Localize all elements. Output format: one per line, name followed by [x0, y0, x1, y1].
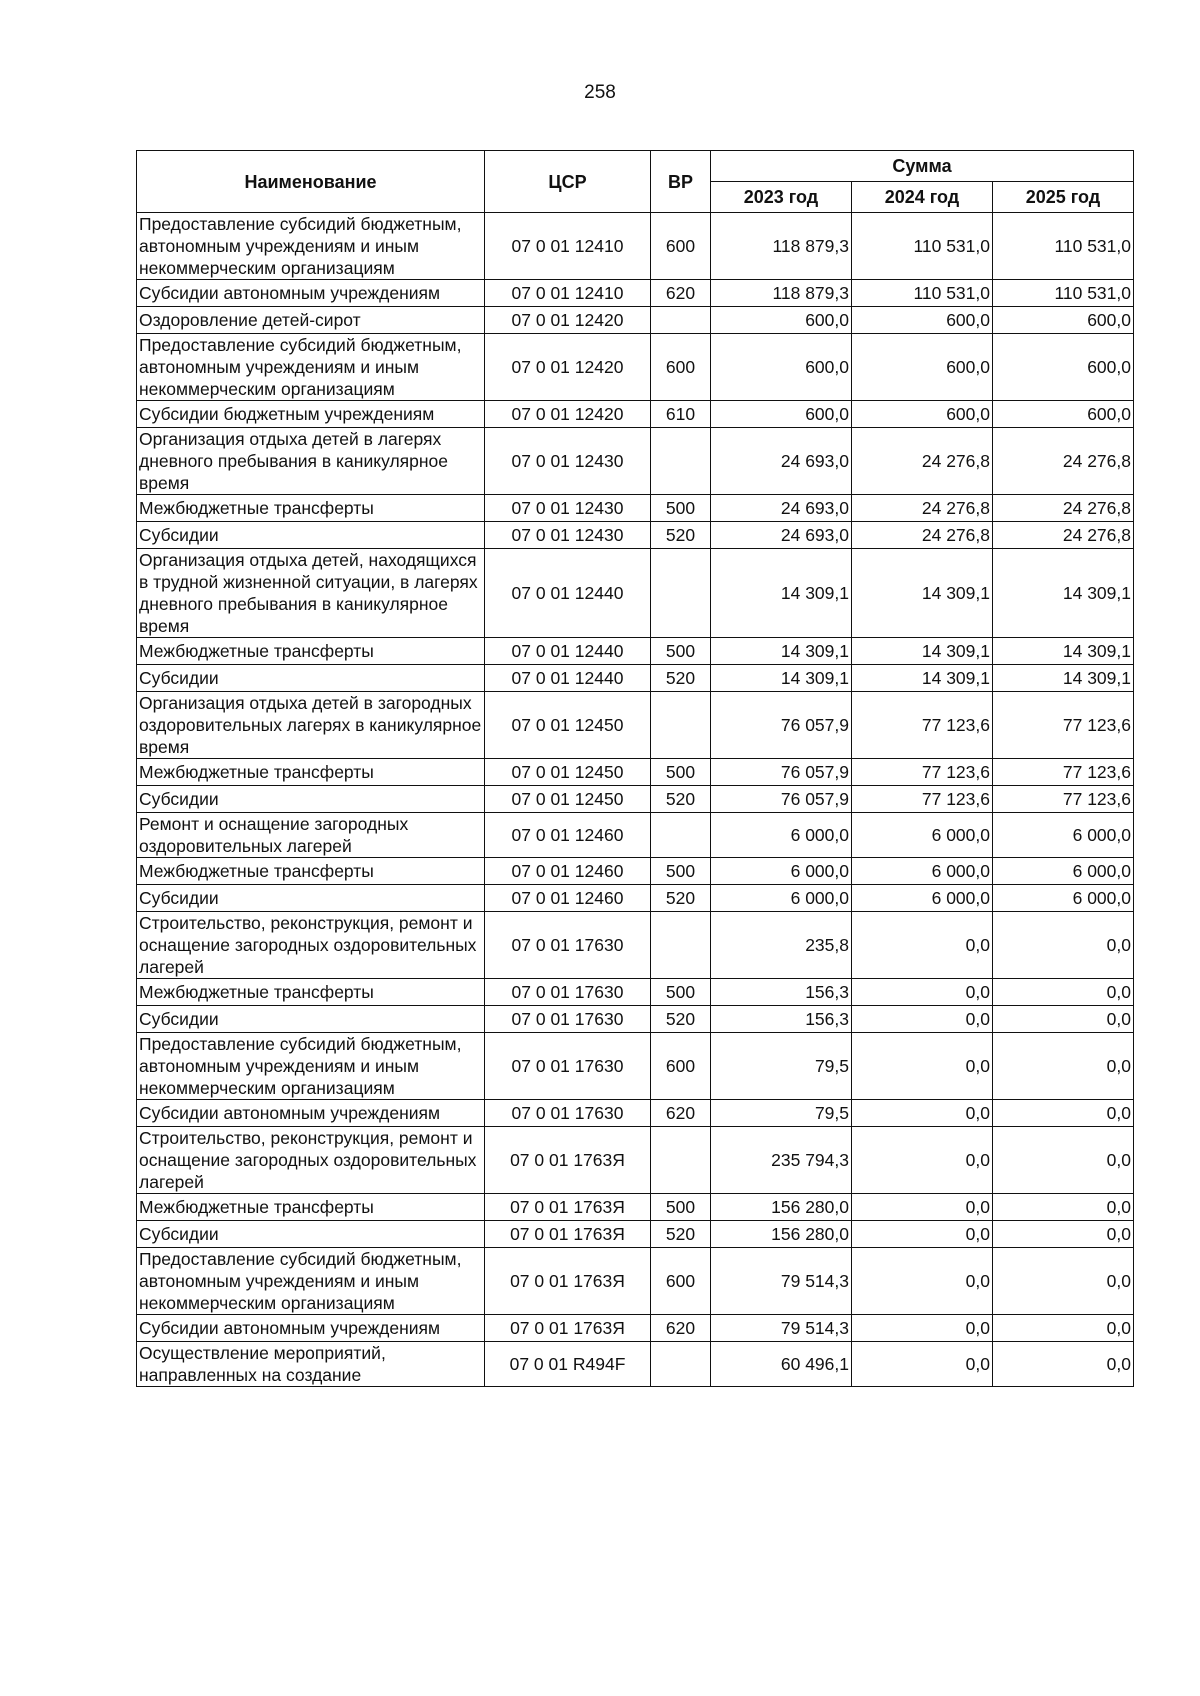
cell-amount-2025: 0,0: [993, 1127, 1134, 1194]
cell-vr: 500: [651, 1194, 711, 1221]
cell-name: Субсидии: [137, 1221, 485, 1248]
cell-amount-2023: 14 309,1: [711, 665, 852, 692]
cell-amount-2024: 24 276,8: [852, 428, 993, 495]
cell-csr: 07 0 01 R494F: [485, 1342, 651, 1387]
cell-vr: 620: [651, 1315, 711, 1342]
cell-name: Организация отдыха детей в лагерях дневного пребывания в каникулярное время: [137, 428, 485, 495]
cell-amount-2024: 0,0: [852, 1221, 993, 1248]
cell-amount-2023: 6 000,0: [711, 885, 852, 912]
cell-amount-2025: 14 309,1: [993, 549, 1134, 638]
cell-vr: 620: [651, 280, 711, 307]
cell-amount-2025: 24 276,8: [993, 495, 1134, 522]
table-row: [137, 1248, 1134, 1315]
cell-csr: 07 0 01 17630: [485, 979, 651, 1006]
table-row: [137, 665, 1134, 692]
cell-amount-2025: 0,0: [993, 1100, 1134, 1127]
cell-amount-2024: 600,0: [852, 401, 993, 428]
header-csr: ЦСР: [485, 151, 651, 213]
cell-vr: 620: [651, 1100, 711, 1127]
cell-amount-2023: 118 879,3: [711, 280, 852, 307]
cell-amount-2023: 14 309,1: [711, 549, 852, 638]
cell-vr: 610: [651, 401, 711, 428]
cell-csr: 07 0 01 12430: [485, 522, 651, 549]
header-year-2023: 2023 год: [711, 182, 852, 213]
table-row: [137, 495, 1134, 522]
cell-amount-2024: 0,0: [852, 1248, 993, 1315]
cell-name: Межбюджетные трансферты: [137, 759, 485, 786]
cell-csr: 07 0 01 17630: [485, 1033, 651, 1100]
cell-amount-2023: 6 000,0: [711, 858, 852, 885]
cell-amount-2023: 156 280,0: [711, 1194, 852, 1221]
cell-name: Субсидии: [137, 665, 485, 692]
cell-name: Предоставление субсидий бюджетным, автономным учреждениям и иным некоммерческим организациям: [137, 1248, 485, 1315]
cell-csr: 07 0 01 12420: [485, 401, 651, 428]
cell-vr: 500: [651, 979, 711, 1006]
cell-csr: 07 0 01 12460: [485, 813, 651, 858]
table-row: [137, 307, 1134, 334]
cell-name: Предоставление субсидий бюджетным, автономным учреждениям и иным некоммерческим организациям: [137, 1033, 485, 1100]
table-row: [137, 428, 1134, 495]
table-row: [137, 1100, 1134, 1127]
cell-amount-2023: 24 693,0: [711, 522, 852, 549]
cell-vr: [651, 428, 711, 495]
cell-csr: 07 0 01 12450: [485, 759, 651, 786]
cell-amount-2025: 600,0: [993, 307, 1134, 334]
cell-amount-2023: 79 514,3: [711, 1315, 852, 1342]
cell-amount-2024: 0,0: [852, 1315, 993, 1342]
table-row: [137, 1033, 1134, 1100]
cell-amount-2024: 110 531,0: [852, 280, 993, 307]
cell-amount-2025: 0,0: [993, 1194, 1134, 1221]
cell-amount-2024: 600,0: [852, 307, 993, 334]
cell-vr: [651, 692, 711, 759]
cell-amount-2023: 79,5: [711, 1100, 852, 1127]
cell-vr: [651, 1342, 711, 1387]
cell-amount-2024: 14 309,1: [852, 549, 993, 638]
cell-amount-2024: 77 123,6: [852, 692, 993, 759]
cell-amount-2024: 6 000,0: [852, 858, 993, 885]
cell-amount-2023: 76 057,9: [711, 786, 852, 813]
cell-vr: 520: [651, 885, 711, 912]
cell-name: Организация отдыха детей в загородных оздоровительных лагерях в каникулярное время: [137, 692, 485, 759]
cell-amount-2025: 0,0: [993, 1221, 1134, 1248]
cell-amount-2025: 600,0: [993, 334, 1134, 401]
cell-amount-2024: 77 123,6: [852, 786, 993, 813]
cell-csr: 07 0 01 12410: [485, 213, 651, 280]
cell-amount-2024: 14 309,1: [852, 638, 993, 665]
cell-csr: 07 0 01 12450: [485, 786, 651, 813]
cell-csr: 07 0 01 12460: [485, 885, 651, 912]
cell-csr: 07 0 01 12420: [485, 334, 651, 401]
cell-csr: 07 0 01 12430: [485, 428, 651, 495]
cell-amount-2025: 0,0: [993, 1342, 1134, 1387]
cell-name: Субсидии: [137, 885, 485, 912]
cell-vr: 600: [651, 1248, 711, 1315]
table-row: [137, 979, 1134, 1006]
cell-csr: 07 0 01 17630: [485, 1006, 651, 1033]
cell-csr: 07 0 01 1763Я: [485, 1221, 651, 1248]
cell-amount-2024: 24 276,8: [852, 522, 993, 549]
cell-name: Межбюджетные трансферты: [137, 979, 485, 1006]
cell-amount-2025: 77 123,6: [993, 759, 1134, 786]
table-row: [137, 638, 1134, 665]
cell-amount-2025: 110 531,0: [993, 213, 1134, 280]
cell-name: Субсидии автономным учреждениям: [137, 1100, 485, 1127]
cell-name: Строительство, реконструкция, ремонт и оснащение загородных оздоровительных лагерей: [137, 1127, 485, 1194]
cell-amount-2024: 0,0: [852, 912, 993, 979]
cell-vr: 500: [651, 638, 711, 665]
header-name: Наименование: [137, 151, 485, 213]
cell-vr: 600: [651, 334, 711, 401]
cell-amount-2024: 24 276,8: [852, 495, 993, 522]
cell-amount-2025: 0,0: [993, 1315, 1134, 1342]
cell-name: Субсидии автономным учреждениям: [137, 280, 485, 307]
cell-amount-2023: 156,3: [711, 979, 852, 1006]
cell-amount-2023: 235,8: [711, 912, 852, 979]
header-vr: ВР: [651, 151, 711, 213]
table-row: [137, 213, 1134, 280]
cell-vr: [651, 1127, 711, 1194]
cell-name: Межбюджетные трансферты: [137, 495, 485, 522]
cell-amount-2023: 76 057,9: [711, 759, 852, 786]
cell-amount-2023: 156 280,0: [711, 1221, 852, 1248]
cell-amount-2025: 0,0: [993, 1033, 1134, 1100]
cell-amount-2024: 0,0: [852, 1033, 993, 1100]
cell-csr: 07 0 01 12420: [485, 307, 651, 334]
header-sum: Сумма: [711, 151, 1134, 182]
cell-amount-2023: 600,0: [711, 401, 852, 428]
cell-amount-2024: 6 000,0: [852, 885, 993, 912]
cell-name: Оздоровление детей-сирот: [137, 307, 485, 334]
table-row: [137, 280, 1134, 307]
cell-amount-2025: 14 309,1: [993, 638, 1134, 665]
cell-amount-2024: 77 123,6: [852, 759, 993, 786]
cell-amount-2025: 6 000,0: [993, 858, 1134, 885]
cell-vr: 520: [651, 665, 711, 692]
cell-name: Предоставление субсидий бюджетным, автономным учреждениям и иным некоммерческим организациям: [137, 213, 485, 280]
cell-amount-2025: 77 123,6: [993, 786, 1134, 813]
cell-amount-2025: 600,0: [993, 401, 1134, 428]
cell-amount-2024: 0,0: [852, 979, 993, 1006]
cell-vr: [651, 549, 711, 638]
table-row: [137, 1221, 1134, 1248]
cell-name: Межбюджетные трансферты: [137, 1194, 485, 1221]
cell-csr: 07 0 01 12440: [485, 549, 651, 638]
cell-amount-2023: 60 496,1: [711, 1342, 852, 1387]
cell-amount-2023: 600,0: [711, 307, 852, 334]
cell-name: Субсидии: [137, 522, 485, 549]
cell-amount-2025: 0,0: [993, 1006, 1134, 1033]
cell-csr: 07 0 01 12430: [485, 495, 651, 522]
table-row: [137, 912, 1134, 979]
table-row: [137, 1194, 1134, 1221]
table-row: [137, 1006, 1134, 1033]
table-row: [137, 1127, 1134, 1194]
cell-csr: 07 0 01 12440: [485, 638, 651, 665]
cell-name: Межбюджетные трансферты: [137, 858, 485, 885]
cell-amount-2023: 118 879,3: [711, 213, 852, 280]
table-row: [137, 786, 1134, 813]
cell-csr: 07 0 01 17630: [485, 912, 651, 979]
cell-name: Предоставление субсидий бюджетным, автономным учреждениям и иным некоммерческим организациям: [137, 334, 485, 401]
table-row: [137, 1315, 1134, 1342]
cell-amount-2024: 0,0: [852, 1194, 993, 1221]
cell-amount-2025: 14 309,1: [993, 665, 1134, 692]
cell-name: Субсидии: [137, 1006, 485, 1033]
cell-csr: 07 0 01 12410: [485, 280, 651, 307]
cell-amount-2023: 156,3: [711, 1006, 852, 1033]
cell-amount-2024: 14 309,1: [852, 665, 993, 692]
table-row: [137, 1342, 1134, 1387]
cell-amount-2025: 0,0: [993, 912, 1134, 979]
cell-vr: 500: [651, 495, 711, 522]
cell-amount-2025: 6 000,0: [993, 813, 1134, 858]
cell-csr: 07 0 01 1763Я: [485, 1248, 651, 1315]
cell-amount-2025: 24 276,8: [993, 428, 1134, 495]
cell-vr: 600: [651, 213, 711, 280]
table-header: [137, 151, 1134, 213]
cell-vr: 520: [651, 522, 711, 549]
cell-amount-2023: 76 057,9: [711, 692, 852, 759]
cell-amount-2023: 79,5: [711, 1033, 852, 1100]
table-row: [137, 885, 1134, 912]
cell-vr: 520: [651, 1221, 711, 1248]
cell-amount-2024: 110 531,0: [852, 213, 993, 280]
cell-amount-2024: 0,0: [852, 1100, 993, 1127]
cell-vr: 520: [651, 786, 711, 813]
cell-name: Организация отдыха детей, находящихся в трудной жизненной ситуации, в лагерях дневного пребывания в каникулярное время: [137, 549, 485, 638]
cell-csr: 07 0 01 1763Я: [485, 1194, 651, 1221]
cell-amount-2023: 235 794,3: [711, 1127, 852, 1194]
cell-amount-2024: 6 000,0: [852, 813, 993, 858]
table-row: [137, 334, 1134, 401]
cell-amount-2024: 0,0: [852, 1342, 993, 1387]
budget-table: [136, 150, 1134, 1387]
cell-amount-2024: 0,0: [852, 1127, 993, 1194]
header-year-2025: 2025 год: [993, 182, 1134, 213]
cell-amount-2025: 0,0: [993, 1248, 1134, 1315]
cell-csr: 07 0 01 17630: [485, 1100, 651, 1127]
table-row: [137, 522, 1134, 549]
cell-amount-2025: 6 000,0: [993, 885, 1134, 912]
table-row: [137, 759, 1134, 786]
table-row: [137, 692, 1134, 759]
cell-csr: 07 0 01 1763Я: [485, 1127, 651, 1194]
cell-amount-2023: 6 000,0: [711, 813, 852, 858]
cell-name: Ремонт и оснащение загородных оздоровительных лагерей: [137, 813, 485, 858]
cell-vr: 600: [651, 1033, 711, 1100]
cell-csr: 07 0 01 12460: [485, 858, 651, 885]
cell-amount-2023: 14 309,1: [711, 638, 852, 665]
cell-amount-2025: 24 276,8: [993, 522, 1134, 549]
cell-vr: 500: [651, 759, 711, 786]
cell-vr: 520: [651, 1006, 711, 1033]
cell-amount-2024: 0,0: [852, 1006, 993, 1033]
table-body: [137, 213, 1134, 1387]
cell-vr: [651, 912, 711, 979]
cell-vr: [651, 307, 711, 334]
header-year-2024: 2024 год: [852, 182, 993, 213]
cell-amount-2025: 77 123,6: [993, 692, 1134, 759]
cell-amount-2023: 24 693,0: [711, 495, 852, 522]
cell-name: Субсидии автономным учреждениям: [137, 1315, 485, 1342]
table-row: [137, 813, 1134, 858]
cell-amount-2025: 110 531,0: [993, 280, 1134, 307]
cell-vr: [651, 813, 711, 858]
table-row: [137, 401, 1134, 428]
cell-amount-2023: 79 514,3: [711, 1248, 852, 1315]
cell-amount-2023: 600,0: [711, 334, 852, 401]
cell-csr: 07 0 01 1763Я: [485, 1315, 651, 1342]
cell-name: Осуществление мероприятий, направленных на создание: [137, 1342, 485, 1387]
cell-amount-2024: 600,0: [852, 334, 993, 401]
cell-name: Субсидии: [137, 786, 485, 813]
cell-name: Межбюджетные трансферты: [137, 638, 485, 665]
cell-vr: 500: [651, 858, 711, 885]
cell-amount-2025: 0,0: [993, 979, 1134, 1006]
cell-csr: 07 0 01 12440: [485, 665, 651, 692]
cell-amount-2023: 24 693,0: [711, 428, 852, 495]
cell-name: Субсидии бюджетным учреждениям: [137, 401, 485, 428]
table-row: [137, 858, 1134, 885]
cell-csr: 07 0 01 12450: [485, 692, 651, 759]
table-row: [137, 549, 1134, 638]
page-number: 258: [584, 82, 616, 103]
cell-name: Строительство, реконструкция, ремонт и оснащение загородных оздоровительных лагерей: [137, 912, 485, 979]
